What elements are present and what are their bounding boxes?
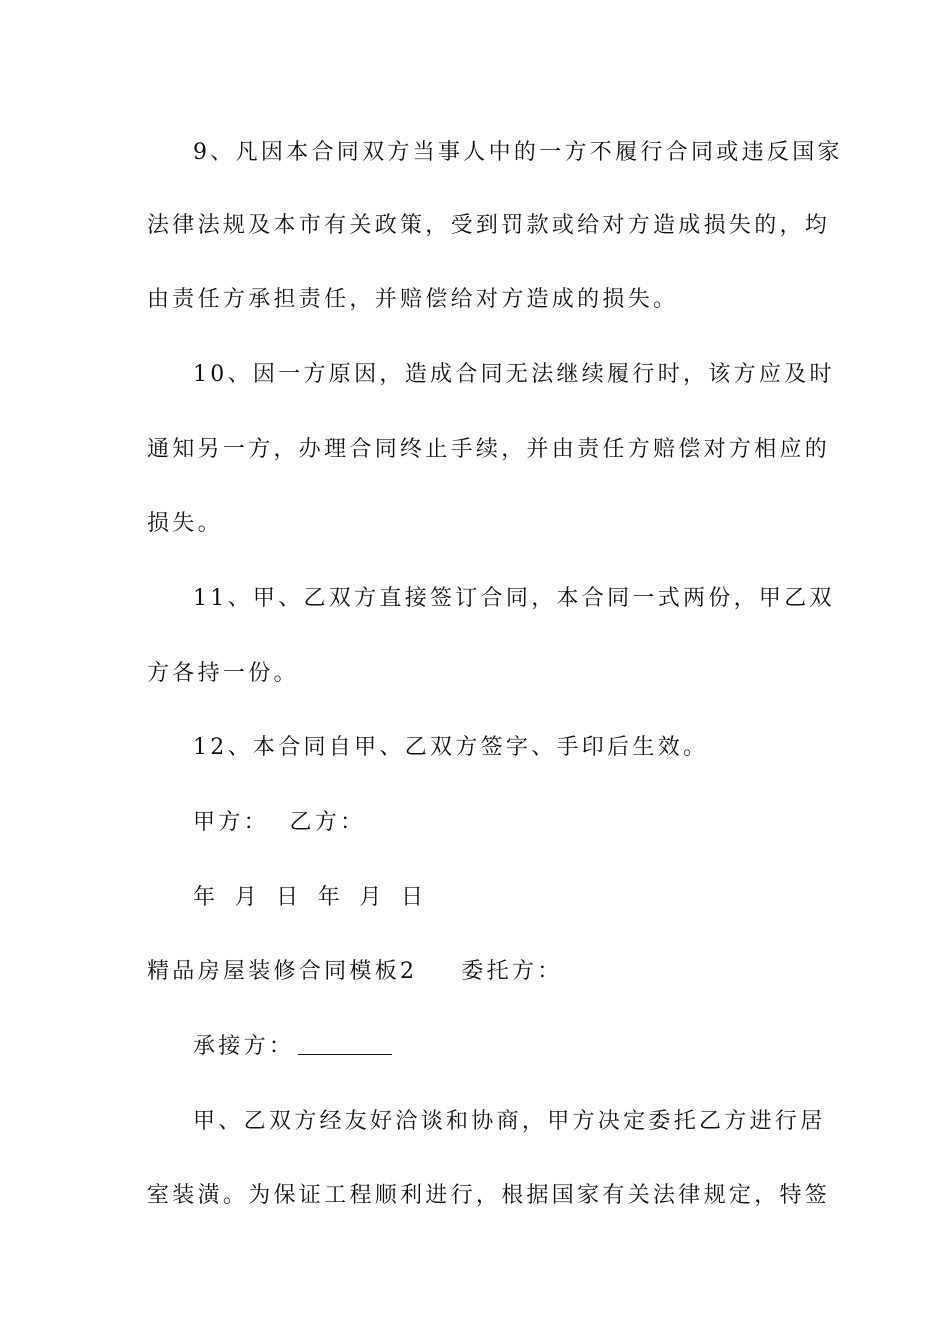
client-label: 委托方： xyxy=(461,959,563,984)
contractor-label: 承接方： xyxy=(193,1034,295,1059)
clause-12: 12、本合同自甲、乙双方签字、手印后生效。 xyxy=(193,735,709,760)
template-2-heading xyxy=(147,957,807,987)
intro-line-2: 室装潢。为保证工程顺利进行，根据国家有关法律规定，特签 xyxy=(147,1183,831,1208)
template-2-title: 精品房屋装修合同模板2 xyxy=(147,959,418,984)
date-line: 年 月 日 年 月 日 xyxy=(193,885,427,910)
clause-9-line-3: 由责任方承担责任，并赔偿给对方造成的损失。 xyxy=(147,287,679,312)
clause-10-line-2: 通知另一方，办理合同终止手续，并由责任方赔偿对方相应的 xyxy=(147,437,831,462)
clause-9-line-1: 9、凡因本合同双方当事人中的一方不履行合同或违反国家 xyxy=(193,140,843,165)
signature-line: 甲方： 乙方： xyxy=(193,810,366,835)
clause-10-line-1: 10、因一方原因，造成合同无法继续履行时，该方应及时 xyxy=(193,362,835,387)
clause-10-line-3: 损失。 xyxy=(147,511,223,536)
clause-11-line-1: 11、甲、乙双方直接签订合同，本合同一式两份，甲乙双 xyxy=(193,586,835,611)
contractor-line xyxy=(193,1032,853,1062)
clause-9-line-2: 法律法规及本市有关政策，受到罚款或给对方造成损失的，均 xyxy=(147,213,831,238)
contractor-blank-field xyxy=(298,1032,392,1055)
intro-line-1: 甲、乙双方经友好洽谈和协商，甲方决定委托乙方进行居 xyxy=(193,1109,826,1134)
clause-11-line-2: 方各持一份。 xyxy=(147,661,299,686)
